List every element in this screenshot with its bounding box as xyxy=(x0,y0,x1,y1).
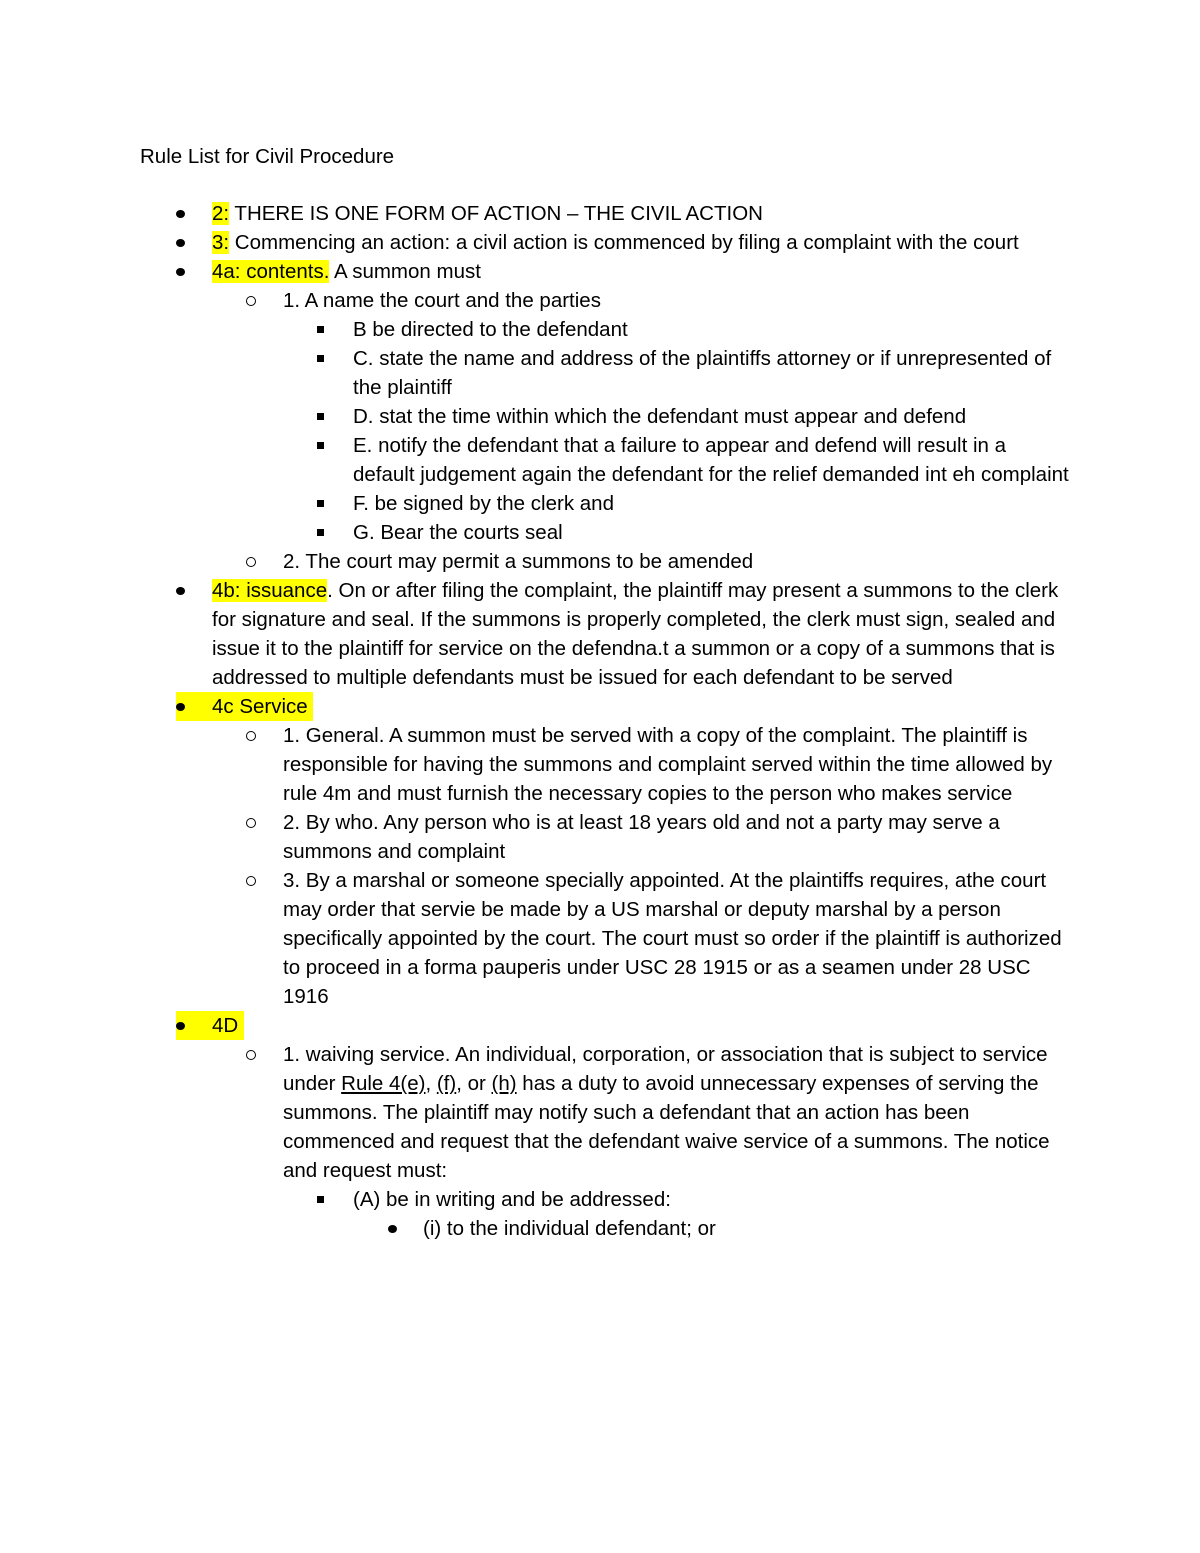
list-item xyxy=(0,402,1070,431)
item-text: 1. General. A summon must be served with a copy of the complaint. The plaintiff is responsible for having the summons and complaint served within the time allowed by rule 4m and must furnish the necessary copies to the person who makes service xyxy=(283,724,1053,805)
rule-list xyxy=(0,199,1070,1243)
sub-list xyxy=(0,315,1070,547)
item-text: (i) to the individual defendant; or xyxy=(423,1217,716,1240)
bullet-icon xyxy=(176,576,185,605)
list-item xyxy=(0,866,1070,1011)
rule-text: . On or after filing the complaint, the plaintiff may present a summons to the clerk for signature and seal. If the summons is properly completed, the clerk must sign, sealed and issue it to the plaintiff for service on the defendna.t a summon or a copy of a summons that is addressed to multiple defendants must be issued for each defendant to be served xyxy=(212,579,1059,689)
item-text: C. state the name and address of the plaintiffs attorney or if unrepresented of the plaintiff xyxy=(353,347,1052,399)
bullet-icon xyxy=(388,1214,397,1243)
list-item xyxy=(0,1185,1070,1243)
square-bullet-icon xyxy=(317,489,324,518)
square-bullet-icon xyxy=(317,402,324,431)
item-text: 2. The court may permit a summons to be amended xyxy=(283,550,754,573)
list-item xyxy=(0,431,1070,489)
square-bullet-icon xyxy=(317,344,324,373)
item-text: 1. waiving service. An individual, corporation, or association that is subject to service under xyxy=(283,1043,1048,1095)
separator: , xyxy=(425,1072,437,1095)
item-text: E. notify the defendant that a failure to appear and defend will result in a default judgement again the defendant for the relief demanded int eh complaint xyxy=(353,434,1069,486)
rule-4f-link[interactable]: (f) xyxy=(436,1072,457,1095)
item-text: (A) be in writing and be addressed: xyxy=(353,1188,671,1211)
circle-bullet-icon xyxy=(246,866,256,895)
sub-list xyxy=(0,1214,1070,1243)
circle-bullet-icon xyxy=(246,286,256,315)
item-text: 3. By a marshal or someone specially appointed. At the plaintiffs requires, athe court may order that servie be made by a US marshal or deputy marshal by a person specifically appointed by the court. The court must so order if the plaintiff is authorized to proceed in a forma pauperis under USC 28 1915 or as a seamen under 28 USC 1916 xyxy=(283,869,1062,1008)
square-bullet-icon xyxy=(317,518,324,547)
bullet-icon xyxy=(176,257,185,286)
document-title: Rule List for Civil Procedure xyxy=(140,145,395,168)
list-item xyxy=(0,518,1070,547)
item-text: 2. By who. Any person who is at least 18 years old and not a party may serve a summons and complaint xyxy=(283,811,1000,863)
list-item-rule-4b xyxy=(0,576,1070,692)
rule-label: 2: xyxy=(212,202,230,225)
bullet-icon xyxy=(176,1011,185,1040)
separator: , or xyxy=(456,1072,492,1095)
rule-text: THERE IS ONE FORM OF ACTION – THE CIVIL ACTION xyxy=(229,202,763,225)
list-item xyxy=(0,721,1070,808)
item-text: G. Bear the courts seal xyxy=(353,521,563,544)
rule-text: Commencing an action: a civil action is commenced by filing a complaint with the court xyxy=(229,231,1019,254)
rule-4e-link[interactable]: Rule 4(e) xyxy=(341,1072,426,1095)
sub-list xyxy=(0,1185,1070,1243)
circle-bullet-icon xyxy=(246,1040,256,1069)
list-item xyxy=(0,286,1070,547)
item-text: B be directed to the defendant xyxy=(353,318,628,341)
list-item-rule-2 xyxy=(0,199,1070,228)
list-item xyxy=(0,315,1070,344)
list-item xyxy=(0,1214,1070,1243)
rule-label: 3: xyxy=(212,231,230,254)
bullet-icon xyxy=(176,692,185,721)
list-item xyxy=(0,489,1070,518)
item-text: F. be signed by the clerk and xyxy=(353,492,614,515)
list-item-rule-4a xyxy=(0,257,1070,576)
bullet-icon xyxy=(176,199,185,228)
rule-4h-link[interactable]: (h) xyxy=(491,1072,517,1095)
list-item-rule-3 xyxy=(0,228,1070,257)
list-item-rule-4c xyxy=(0,692,1070,1011)
square-bullet-icon xyxy=(317,1185,324,1214)
list-item-rule-4d xyxy=(0,1011,1070,1243)
circle-bullet-icon xyxy=(246,808,256,837)
list-item xyxy=(0,547,1070,576)
rule-label: 4b: issuance xyxy=(212,579,328,602)
rule-label: 4a: contents. xyxy=(212,260,330,283)
item-text: has a duty to avoid unnecessary expenses of serving the summons. The plaintiff may notify such a defendant that an action has been commenced and request that the defendant waive service of a summons. The notice and request must: xyxy=(283,1072,1050,1182)
sub-list xyxy=(0,721,1070,1011)
rule-label: 4c Service xyxy=(212,695,308,718)
list-item xyxy=(0,808,1070,866)
square-bullet-icon xyxy=(317,315,324,344)
circle-bullet-icon xyxy=(246,721,256,750)
item-text: 1. A name the court and the parties xyxy=(283,289,601,312)
sub-list xyxy=(0,1040,1070,1243)
list-item xyxy=(0,1040,1070,1243)
rule-text: A summon must xyxy=(329,260,481,283)
circle-bullet-icon xyxy=(246,547,256,576)
square-bullet-icon xyxy=(317,431,324,460)
item-text: D. stat the time within which the defendant must appear and defend xyxy=(353,405,967,428)
rule-label: 4D xyxy=(212,1014,239,1037)
list-item xyxy=(0,344,1070,402)
bullet-icon xyxy=(176,228,185,257)
sub-list xyxy=(0,286,1070,576)
